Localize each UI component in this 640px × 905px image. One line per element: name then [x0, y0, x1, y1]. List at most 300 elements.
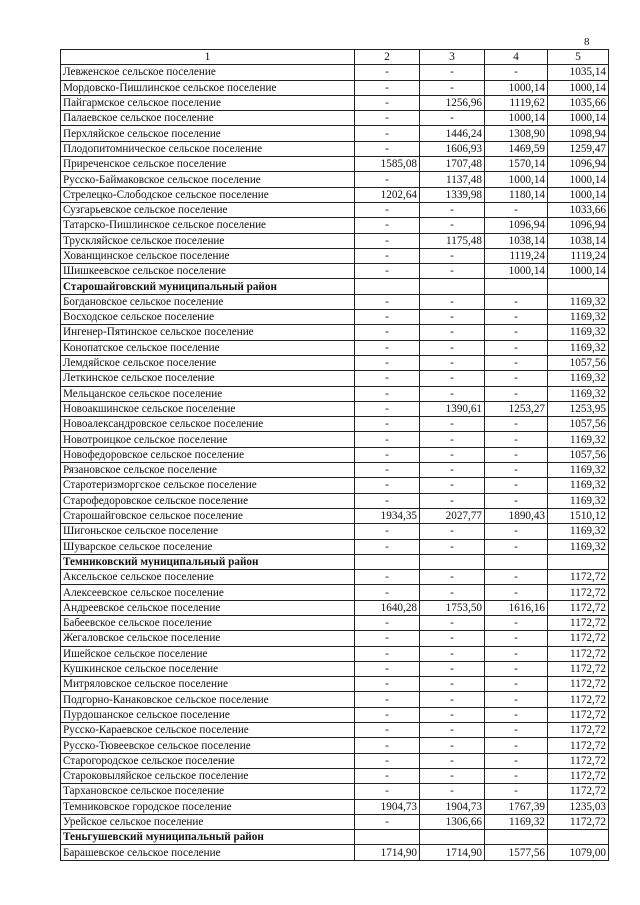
- district-name: Старошайговский муниципальный район: [61, 279, 355, 294]
- value-cell-c4: -: [485, 493, 548, 508]
- value-cell-c4: -: [485, 738, 548, 753]
- column-header: 3: [420, 50, 485, 65]
- value-cell-c3: 1137,48: [420, 172, 485, 187]
- value-cell-c5: 1510,12: [548, 508, 609, 523]
- settlement-name: Старотеризморгское сельское поселение: [61, 478, 355, 493]
- value-cell-c2: -: [355, 463, 420, 478]
- district-row: [61, 554, 609, 569]
- value-cell-c2: -: [355, 432, 420, 447]
- table-row: [61, 386, 609, 401]
- value-cell-c3: -: [420, 386, 485, 401]
- value-cell-c4: -: [485, 570, 548, 585]
- empty-cell: [548, 554, 609, 569]
- page-number: 8: [584, 36, 590, 48]
- settlement-name: Жегаловское сельское поселение: [61, 631, 355, 646]
- settlement-name: Леткинское сельское поселение: [61, 371, 355, 386]
- value-cell-c3: -: [420, 111, 485, 126]
- settlement-name: Староковыляйское сельское поселение: [61, 768, 355, 783]
- value-cell-c2: -: [355, 248, 420, 263]
- value-cell-c5: 1035,14: [548, 65, 609, 80]
- empty-cell: [485, 279, 548, 294]
- column-header: 1: [61, 50, 355, 65]
- column-header: 4: [485, 50, 548, 65]
- value-cell-c5: 1172,72: [548, 661, 609, 676]
- value-cell-c5: 1000,14: [548, 111, 609, 126]
- column-number-header-row: [61, 50, 609, 65]
- value-cell-c2: 1904,73: [355, 799, 420, 814]
- settlement-name: Приреченское сельское поселение: [61, 157, 355, 172]
- empty-cell: [355, 279, 420, 294]
- table-row: [61, 631, 609, 646]
- settlement-name: Стрелецко-Слободское сельское поселение: [61, 187, 355, 202]
- table-row: [61, 570, 609, 585]
- value-cell-c3: -: [420, 753, 485, 768]
- value-cell-c2: -: [355, 340, 420, 355]
- empty-cell: [420, 279, 485, 294]
- value-cell-c3: -: [420, 202, 485, 217]
- value-cell-c3: -: [420, 524, 485, 539]
- value-cell-c4: 1096,94: [485, 218, 548, 233]
- value-cell-c3: 1714,90: [420, 845, 485, 860]
- value-cell-c2: -: [355, 692, 420, 707]
- table-row: [61, 677, 609, 692]
- value-cell-c2: -: [355, 417, 420, 432]
- value-cell-c2: 1934,35: [355, 508, 420, 523]
- settlement-name: Шуварское сельское поселение: [61, 539, 355, 554]
- table-row: [61, 111, 609, 126]
- value-cell-c4: 1000,14: [485, 80, 548, 95]
- value-cell-c5: 1169,32: [548, 539, 609, 554]
- value-cell-c2: 1640,28: [355, 600, 420, 615]
- value-cell-c4: -: [485, 692, 548, 707]
- value-cell-c3: 1446,24: [420, 126, 485, 141]
- settlement-name: Сузгарьевское сельское поселение: [61, 202, 355, 217]
- value-cell-c3: -: [420, 355, 485, 370]
- table-row: [61, 157, 609, 172]
- value-cell-c3: -: [420, 631, 485, 646]
- value-cell-c5: 1172,72: [548, 585, 609, 600]
- value-cell-c4: -: [485, 65, 548, 80]
- value-cell-c3: -: [420, 570, 485, 585]
- value-cell-c5: 1000,14: [548, 187, 609, 202]
- value-cell-c2: -: [355, 784, 420, 799]
- value-cell-c3: -: [420, 478, 485, 493]
- value-cell-c4: 1119,62: [485, 95, 548, 110]
- value-cell-c5: 1169,32: [548, 325, 609, 340]
- value-cell-c5: 1169,32: [548, 371, 609, 386]
- value-cell-c3: -: [420, 738, 485, 753]
- table-row: [61, 80, 609, 95]
- value-cell-c4: 1308,90: [485, 126, 548, 141]
- value-cell-c2: -: [355, 677, 420, 692]
- value-cell-c5: 1253,95: [548, 401, 609, 416]
- district-name: Теньгушевский муниципальный район: [61, 830, 355, 845]
- value-cell-c2: -: [355, 386, 420, 401]
- value-cell-c4: -: [485, 202, 548, 217]
- value-cell-c2: -: [355, 65, 420, 80]
- value-cell-c2: -: [355, 753, 420, 768]
- table-row: [61, 447, 609, 462]
- value-cell-c3: 1306,66: [420, 814, 485, 829]
- empty-cell: [485, 554, 548, 569]
- value-cell-c2: -: [355, 233, 420, 248]
- table-row: [61, 340, 609, 355]
- value-cell-c4: -: [485, 661, 548, 676]
- value-cell-c4: -: [485, 753, 548, 768]
- value-cell-c3: -: [420, 692, 485, 707]
- table-row: [61, 615, 609, 630]
- settlement-name: Трускляйское сельское поселение: [61, 233, 355, 248]
- value-cell-c2: -: [355, 202, 420, 217]
- value-cell-c5: 1057,56: [548, 355, 609, 370]
- value-cell-c2: -: [355, 723, 420, 738]
- value-cell-c3: 1753,50: [420, 600, 485, 615]
- value-cell-c4: -: [485, 325, 548, 340]
- value-cell-c4: -: [485, 310, 548, 325]
- value-cell-c3: -: [420, 218, 485, 233]
- settlement-name: Плодопитомническое сельское поселение: [61, 141, 355, 156]
- value-cell-c2: -: [355, 478, 420, 493]
- settlement-name: Новотроицкое сельское поселение: [61, 432, 355, 447]
- value-cell-c3: -: [420, 661, 485, 676]
- table-row: [61, 371, 609, 386]
- value-cell-c5: 1172,72: [548, 692, 609, 707]
- value-cell-c2: -: [355, 707, 420, 722]
- value-cell-c5: 1038,14: [548, 233, 609, 248]
- table-row: [61, 753, 609, 768]
- settlement-name: Шишкеевское сельское поселение: [61, 264, 355, 279]
- settlement-name: Тархановское сельское поселение: [61, 784, 355, 799]
- value-cell-c5: 1172,72: [548, 646, 609, 661]
- value-cell-c2: -: [355, 264, 420, 279]
- value-cell-c4: -: [485, 615, 548, 630]
- value-cell-c3: -: [420, 264, 485, 279]
- column-header: 2: [355, 50, 420, 65]
- table-row: [61, 294, 609, 309]
- value-cell-c5: 1169,32: [548, 463, 609, 478]
- value-cell-c4: 1253,27: [485, 401, 548, 416]
- settlement-name: Русско-Караевское сельское поселение: [61, 723, 355, 738]
- settlement-name: Хованщинское сельское поселение: [61, 248, 355, 263]
- value-cell-c4: -: [485, 784, 548, 799]
- value-cell-c3: -: [420, 294, 485, 309]
- value-cell-c4: 1570,14: [485, 157, 548, 172]
- table-row: [61, 172, 609, 187]
- value-cell-c4: 1469,59: [485, 141, 548, 156]
- table-row: [61, 478, 609, 493]
- settlement-name: Андреевское сельское поселение: [61, 600, 355, 615]
- value-cell-c2: -: [355, 661, 420, 676]
- settlement-name: Богдановское сельское поселение: [61, 294, 355, 309]
- table-row: [61, 202, 609, 217]
- value-cell-c2: -: [355, 585, 420, 600]
- value-cell-c4: -: [485, 386, 548, 401]
- value-cell-c2: -: [355, 447, 420, 462]
- value-cell-c5: 1057,56: [548, 417, 609, 432]
- table-row: [61, 248, 609, 263]
- value-cell-c5: 1172,72: [548, 753, 609, 768]
- value-cell-c5: 1096,94: [548, 157, 609, 172]
- table-row: [61, 126, 609, 141]
- settlement-name: Лемдяйское сельское поселение: [61, 355, 355, 370]
- table-row: [61, 65, 609, 80]
- settlement-name: Ишейское сельское поселение: [61, 646, 355, 661]
- value-cell-c3: -: [420, 615, 485, 630]
- value-cell-c2: -: [355, 218, 420, 233]
- tariff-table: [60, 49, 609, 861]
- settlement-name: Барашевское сельское поселение: [61, 845, 355, 860]
- settlement-name: Старогородское сельское поселение: [61, 753, 355, 768]
- table-row: [61, 799, 609, 814]
- value-cell-c4: -: [485, 631, 548, 646]
- value-cell-c3: 1707,48: [420, 157, 485, 172]
- value-cell-c5: 1035,66: [548, 95, 609, 110]
- value-cell-c4: -: [485, 646, 548, 661]
- value-cell-c3: -: [420, 677, 485, 692]
- value-cell-c3: -: [420, 463, 485, 478]
- value-cell-c3: -: [420, 325, 485, 340]
- value-cell-c5: 1169,32: [548, 310, 609, 325]
- settlement-name: Мельцанское сельское поселение: [61, 386, 355, 401]
- table-row: [61, 141, 609, 156]
- settlement-name: Палаевское сельское поселение: [61, 111, 355, 126]
- settlement-name: Новоакшинское сельское поселение: [61, 401, 355, 416]
- settlement-name: Пайгармское сельское поселение: [61, 95, 355, 110]
- table-row: [61, 325, 609, 340]
- value-cell-c2: -: [355, 310, 420, 325]
- value-cell-c2: -: [355, 524, 420, 539]
- settlement-name: Алексеевское сельское поселение: [61, 585, 355, 600]
- value-cell-c4: -: [485, 355, 548, 370]
- empty-cell: [420, 830, 485, 845]
- empty-cell: [420, 554, 485, 569]
- table-row: [61, 508, 609, 523]
- value-cell-c2: -: [355, 615, 420, 630]
- value-cell-c3: -: [420, 371, 485, 386]
- value-cell-c4: -: [485, 463, 548, 478]
- table-row: [61, 493, 609, 508]
- table-row: [61, 661, 609, 676]
- value-cell-c4: 1577,56: [485, 845, 548, 860]
- value-cell-c2: -: [355, 355, 420, 370]
- value-cell-c4: -: [485, 417, 548, 432]
- value-cell-c4: -: [485, 723, 548, 738]
- value-cell-c4: 1616,16: [485, 600, 548, 615]
- value-cell-c3: 1904,73: [420, 799, 485, 814]
- value-cell-c5: 1000,14: [548, 172, 609, 187]
- value-cell-c4: -: [485, 340, 548, 355]
- settlement-name: Татарско-Пишлинское сельское поселение: [61, 218, 355, 233]
- empty-cell: [548, 279, 609, 294]
- settlement-name: Кушкинское сельское поселение: [61, 661, 355, 676]
- table-row: [61, 585, 609, 600]
- table-row: [61, 233, 609, 248]
- value-cell-c5: 1057,56: [548, 447, 609, 462]
- value-cell-c4: -: [485, 447, 548, 462]
- settlement-name: Ингенер-Пятинское сельское поселение: [61, 325, 355, 340]
- value-cell-c2: -: [355, 570, 420, 585]
- value-cell-c5: 1172,72: [548, 814, 609, 829]
- value-cell-c5: 1119,24: [548, 248, 609, 263]
- table-row: [61, 845, 609, 860]
- value-cell-c2: 1585,08: [355, 157, 420, 172]
- value-cell-c5: 1172,72: [548, 723, 609, 738]
- value-cell-c4: 1000,14: [485, 111, 548, 126]
- table-row: [61, 692, 609, 707]
- value-cell-c5: 1172,72: [548, 615, 609, 630]
- settlement-name: Русско-Тювеевское сельское поселение: [61, 738, 355, 753]
- value-cell-c5: 1172,72: [548, 570, 609, 585]
- value-cell-c5: 1235,03: [548, 799, 609, 814]
- value-cell-c2: -: [355, 95, 420, 110]
- table-row: [61, 646, 609, 661]
- value-cell-c4: -: [485, 478, 548, 493]
- settlement-name: Старофедоровское сельское поселение: [61, 493, 355, 508]
- value-cell-c3: 1390,61: [420, 401, 485, 416]
- table-row: [61, 187, 609, 202]
- table-row: [61, 432, 609, 447]
- value-cell-c4: 1119,24: [485, 248, 548, 263]
- table-row: [61, 814, 609, 829]
- value-cell-c5: 1172,72: [548, 768, 609, 783]
- value-cell-c4: 1890,43: [485, 508, 548, 523]
- value-cell-c5: 1259,47: [548, 141, 609, 156]
- value-cell-c2: -: [355, 371, 420, 386]
- value-cell-c5: 1000,14: [548, 80, 609, 95]
- value-cell-c4: -: [485, 294, 548, 309]
- value-cell-c4: -: [485, 432, 548, 447]
- value-cell-c3: -: [420, 585, 485, 600]
- settlement-name: Левженское сельское поселение: [61, 65, 355, 80]
- settlement-name: Перхляйское сельское поселение: [61, 126, 355, 141]
- table-row: [61, 784, 609, 799]
- settlement-name: Старошайговское сельское поселение: [61, 508, 355, 523]
- district-row: [61, 830, 609, 845]
- value-cell-c5: 1169,32: [548, 432, 609, 447]
- value-cell-c3: 1175,48: [420, 233, 485, 248]
- value-cell-c5: 1172,72: [548, 784, 609, 799]
- value-cell-c2: -: [355, 493, 420, 508]
- value-cell-c5: 1169,32: [548, 340, 609, 355]
- value-cell-c4: -: [485, 707, 548, 722]
- column-header: 5: [548, 50, 609, 65]
- value-cell-c4: 1169,32: [485, 814, 548, 829]
- value-cell-c3: -: [420, 707, 485, 722]
- value-cell-c2: -: [355, 646, 420, 661]
- value-cell-c3: -: [420, 646, 485, 661]
- value-cell-c5: 1169,32: [548, 493, 609, 508]
- value-cell-c5: 1096,94: [548, 218, 609, 233]
- value-cell-c4: 1000,14: [485, 172, 548, 187]
- value-cell-c2: -: [355, 141, 420, 156]
- value-cell-c5: 1079,00: [548, 845, 609, 860]
- settlement-name: Конопатское сельское поселение: [61, 340, 355, 355]
- settlement-name: Бабеевское сельское поселение: [61, 615, 355, 630]
- settlement-name: Подгорно-Канаковское сельское поселение: [61, 692, 355, 707]
- value-cell-c2: -: [355, 126, 420, 141]
- value-cell-c5: 1169,32: [548, 524, 609, 539]
- empty-cell: [485, 830, 548, 845]
- value-cell-c2: -: [355, 325, 420, 340]
- value-cell-c2: -: [355, 631, 420, 646]
- value-cell-c2: -: [355, 401, 420, 416]
- value-cell-c2: -: [355, 539, 420, 554]
- value-cell-c3: -: [420, 65, 485, 80]
- value-cell-c4: -: [485, 539, 548, 554]
- settlement-name: Новофедоровское сельское поселение: [61, 447, 355, 462]
- district-name: Темниковский муниципальный район: [61, 554, 355, 569]
- settlement-name: Мордовско-Пишлинское сельское поселение: [61, 80, 355, 95]
- value-cell-c5: 1098,94: [548, 126, 609, 141]
- empty-cell: [548, 830, 609, 845]
- value-cell-c2: -: [355, 768, 420, 783]
- value-cell-c5: 1169,32: [548, 478, 609, 493]
- value-cell-c4: -: [485, 677, 548, 692]
- value-cell-c2: -: [355, 111, 420, 126]
- table-row: [61, 310, 609, 325]
- table-row: [61, 401, 609, 416]
- value-cell-c3: 1256,96: [420, 95, 485, 110]
- value-cell-c2: 1202,64: [355, 187, 420, 202]
- value-cell-c3: -: [420, 80, 485, 95]
- value-cell-c5: 1172,72: [548, 738, 609, 753]
- value-cell-c4: -: [485, 371, 548, 386]
- value-cell-c4: -: [485, 524, 548, 539]
- value-cell-c4: -: [485, 768, 548, 783]
- table-row: [61, 95, 609, 110]
- value-cell-c4: 1767,39: [485, 799, 548, 814]
- value-cell-c3: -: [420, 248, 485, 263]
- value-cell-c5: 1033,66: [548, 202, 609, 217]
- value-cell-c5: 1169,32: [548, 294, 609, 309]
- value-cell-c4: 1180,14: [485, 187, 548, 202]
- settlement-name: Темниковское городское поселение: [61, 799, 355, 814]
- value-cell-c3: 1339,98: [420, 187, 485, 202]
- value-cell-c5: 1169,32: [548, 386, 609, 401]
- value-cell-c2: -: [355, 80, 420, 95]
- table-row: [61, 723, 609, 738]
- value-cell-c2: -: [355, 738, 420, 753]
- value-cell-c4: -: [485, 585, 548, 600]
- table-row: [61, 707, 609, 722]
- settlement-name: Урейское сельское поселение: [61, 814, 355, 829]
- value-cell-c3: -: [420, 539, 485, 554]
- table-row: [61, 463, 609, 478]
- value-cell-c2: -: [355, 294, 420, 309]
- value-cell-c4: 1000,14: [485, 264, 548, 279]
- table-row: [61, 218, 609, 233]
- value-cell-c5: 1172,72: [548, 707, 609, 722]
- table-row: [61, 539, 609, 554]
- value-cell-c3: -: [420, 310, 485, 325]
- value-cell-c3: -: [420, 417, 485, 432]
- settlement-name: Митряловское сельское поселение: [61, 677, 355, 692]
- settlement-name: Новоалександровское сельское поселение: [61, 417, 355, 432]
- table-row: [61, 738, 609, 753]
- value-cell-c3: 1606,93: [420, 141, 485, 156]
- settlement-name: Пурдошанское сельское поселение: [61, 707, 355, 722]
- value-cell-c3: -: [420, 768, 485, 783]
- empty-cell: [355, 830, 420, 845]
- value-cell-c5: 1172,72: [548, 677, 609, 692]
- value-cell-c2: 1714,90: [355, 845, 420, 860]
- empty-cell: [355, 554, 420, 569]
- table-row: [61, 600, 609, 615]
- value-cell-c2: -: [355, 172, 420, 187]
- value-cell-c5: 1172,72: [548, 600, 609, 615]
- value-cell-c3: -: [420, 493, 485, 508]
- table-row: [61, 264, 609, 279]
